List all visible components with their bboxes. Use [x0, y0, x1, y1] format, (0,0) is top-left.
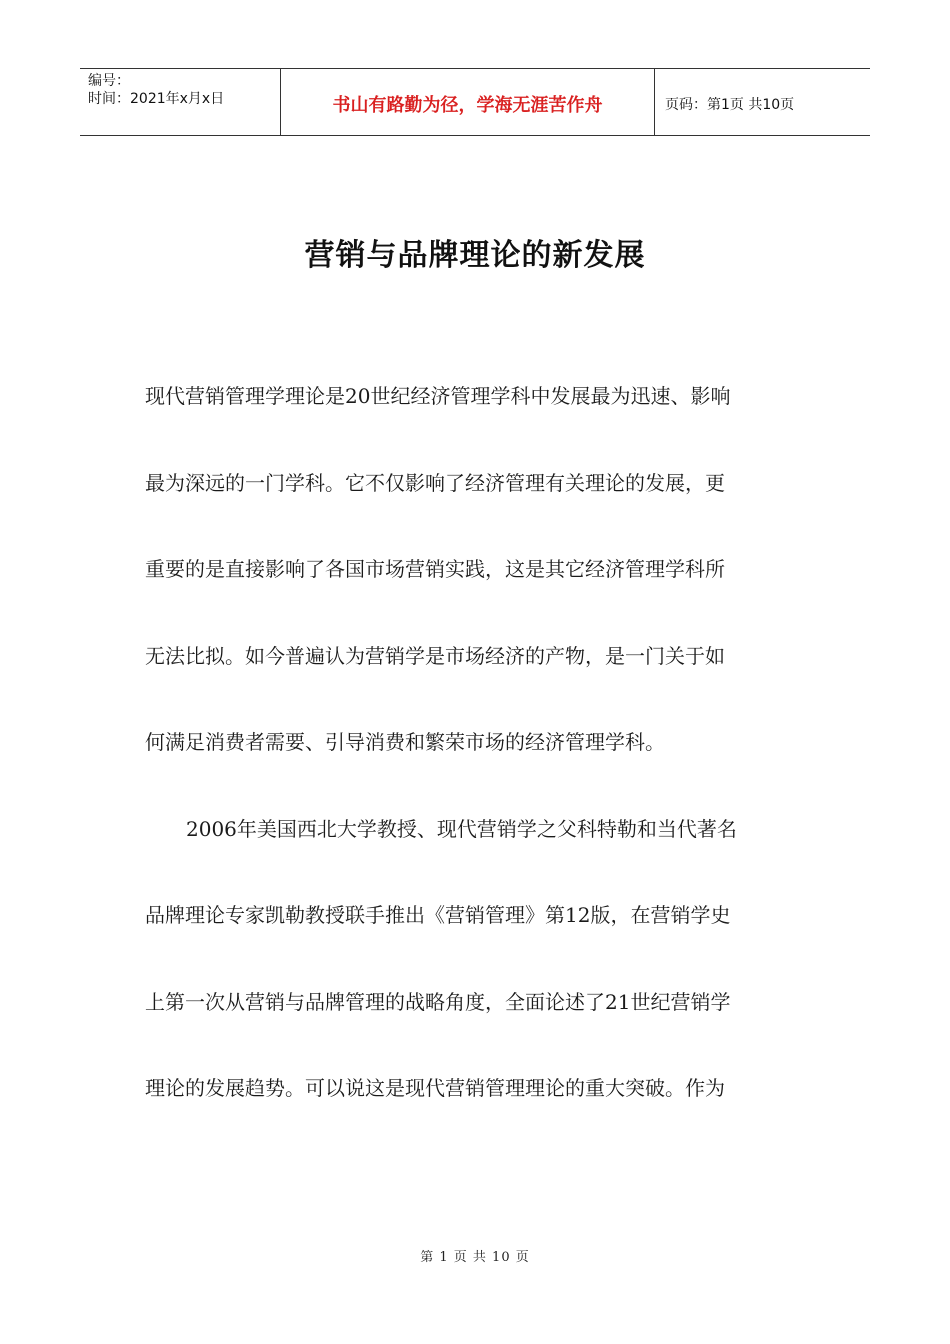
page-header — [80, 68, 870, 136]
body-line-1: 现代营销管理学理论是20世纪经济管理学科中发展最为迅速、影响 — [145, 384, 731, 408]
document-body — [145, 370, 805, 1149]
page-footer: 第 1 页 共 10 页 — [420, 1250, 530, 1265]
body-line-9: 理论的发展趋势。可以说这是现代营销管理理论的重大突破。作为 — [145, 1076, 725, 1100]
header-motto: 书山有路勤为径，学海无涯苦作舟 — [281, 69, 655, 135]
body-line-4: 无法比拟。如今普遍认为营销学是市场经济的产物，是一门关于如 — [145, 643, 725, 668]
header-page-info: 页码：第1页 共10页 — [665, 97, 795, 113]
body-line-5: 何满足消费者需要、引导消费和繁荣市场的经济管理学科。 — [145, 730, 665, 754]
body-line-3: 重要的是直接影响了各国市场营销实践，这是其它经济管理学科所 — [145, 557, 725, 581]
header-number-label: 编号： — [88, 73, 130, 89]
body-line-6: 2006年美国西北大学教授、现代营销学之父科特勒和当代著名 — [186, 816, 737, 841]
header-date-label: 时间：2021年x月x日 — [88, 91, 225, 107]
body-line-8: 上第一次从营销与品牌管理的战略角度，全面论述了21世纪营销学 — [145, 989, 731, 1014]
body-line-7: 品牌理论专家凯勒教授联手推出《营销管理》第12版，在营销学史 — [145, 903, 731, 927]
header-meta-cell — [80, 69, 281, 135]
body-line-2: 最为深远的一门学科。它不仅影响了经济管理有关理论的发展，更 — [145, 470, 725, 495]
document-title: 营销与品牌理论的新发展 — [304, 238, 646, 273]
